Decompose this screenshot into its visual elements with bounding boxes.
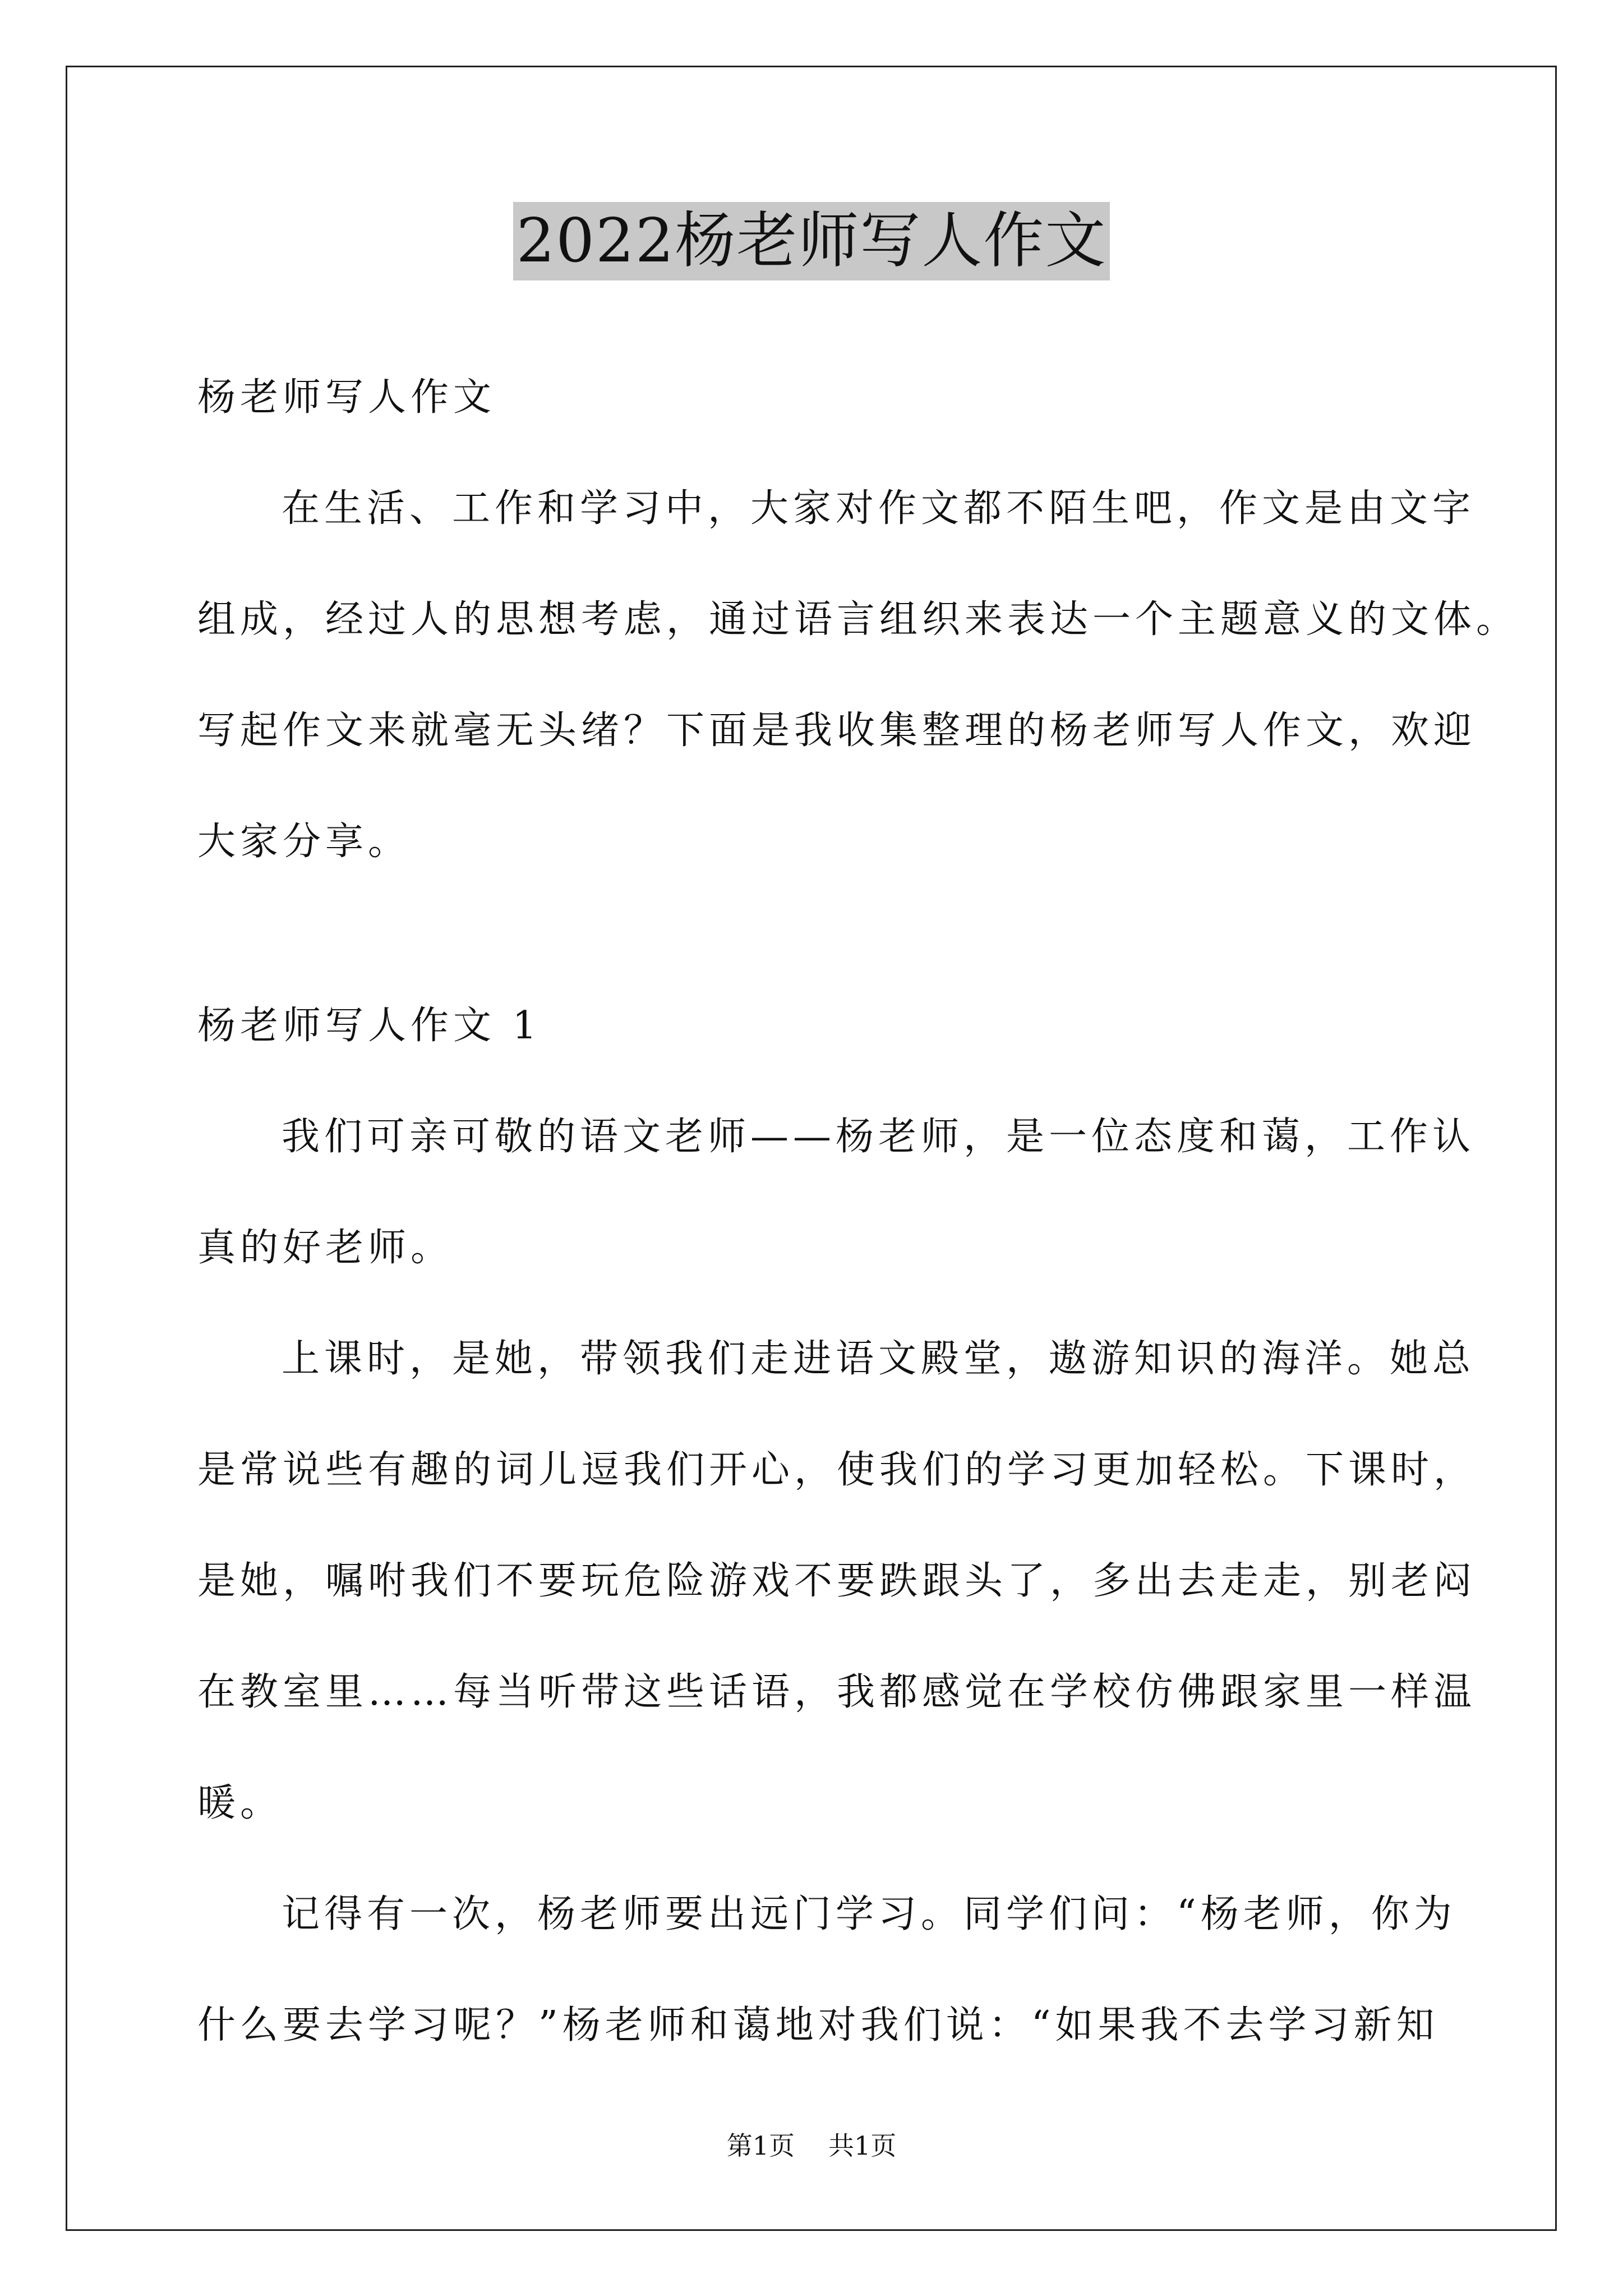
para2-line-2: 是常说些有趣的词儿逗我们开心，使我们的学习更加轻松。下课时，	[197, 1448, 1477, 1492]
subtitle: 杨老师写人作文	[197, 375, 496, 420]
para2-line-1: 上课时，是她，带领我们走进语文殿堂，遨游知识的海洋。她总	[282, 1337, 1476, 1381]
page-number-total: 共1页	[828, 2131, 897, 2161]
para1-line-2: 真的好老师。	[197, 1226, 454, 1270]
section-heading: 杨老师写人作文 1	[197, 1004, 541, 1048]
para2-line-5: 暖。	[197, 1781, 283, 1825]
page-footer	[0, 2129, 1623, 2162]
intro-line-4: 大家分享。	[197, 820, 411, 864]
document-body	[197, 342, 1519, 2081]
intro-line-1: 在生活、工作和学习中，大家对作文都不陌生吧，作文是由文字	[282, 486, 1476, 531]
intro-line-2: 组成，经过人的思想考虑，通过语言组织来表达一个主题意义的文体。	[197, 597, 1519, 642]
para3-line-1: 记得有一次，杨老师要出远门学习。同学们问：“杨老师，你为	[282, 1892, 1456, 1936]
para2-line-3: 是她，嘱咐我们不要玩危险游戏不要跌跟头了，多出去走走，别老闷	[197, 1559, 1477, 1603]
para1-line-1: 我们可亲可敬的语文老师——杨老师，是一位态度和蔼，工作认	[282, 1115, 1476, 1159]
title-block	[0, 202, 1623, 280]
para2-line-4: 在教室里……每当听带这些话语，我都感觉在学校仿佛跟家里一样温	[197, 1670, 1477, 1714]
para3-line-2: 什么要去学习呢？”杨老师和蔼地对我们说：“如果我不去学习新知	[197, 2003, 1439, 2047]
page-number-current: 第1页	[726, 2131, 795, 2161]
document-title: 2022杨老师写人作文	[513, 202, 1110, 280]
intro-line-3: 写起作文来就毫无头绪？下面是我收集整理的杨老师写人作文，欢迎	[197, 708, 1477, 753]
section-spacer	[197, 898, 1448, 970]
